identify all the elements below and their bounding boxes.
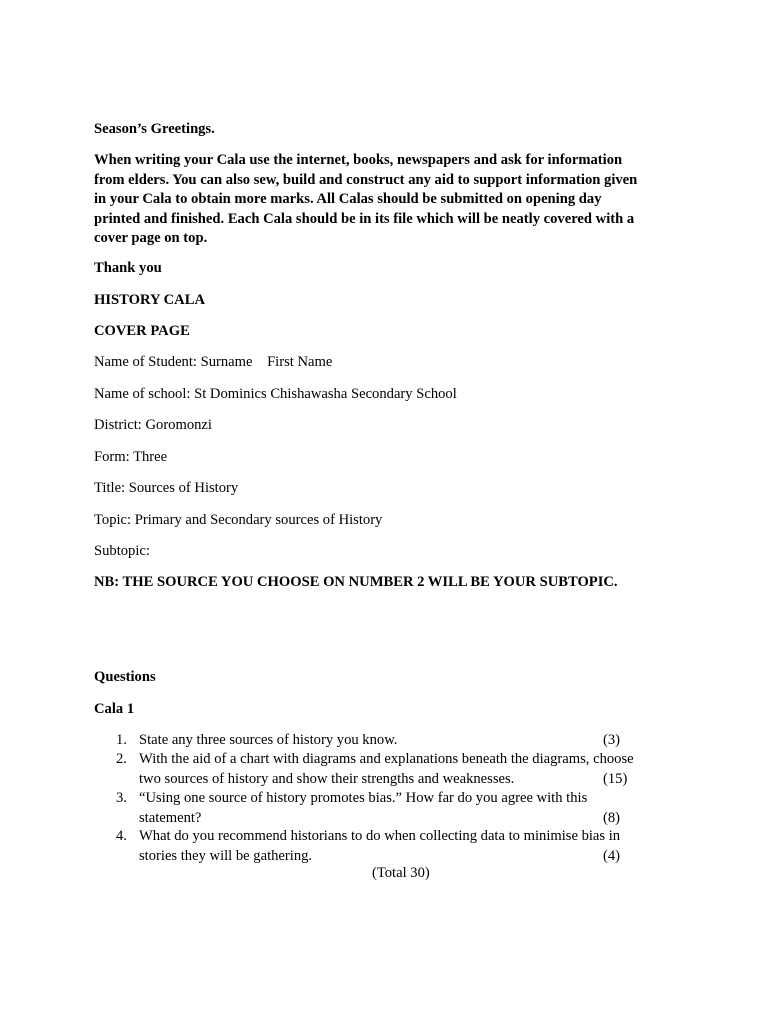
field-subtopic: Subtopic: — [94, 543, 150, 559]
instructions-line: cover page on top. — [94, 230, 208, 246]
question-text: stories they will be gathering. — [139, 847, 313, 864]
question-item — [116, 750, 676, 789]
instructions-line: in your Cala to obtain more marks. All Calas should be submitted on opening day — [94, 191, 602, 207]
question-marks: (3) — [603, 732, 621, 748]
question-item — [116, 789, 676, 828]
field-student-name: Name of Student: Surname First Name — [94, 354, 333, 370]
question-marks: (8) — [603, 809, 621, 826]
question-text-row — [139, 770, 676, 790]
heading-cover-page: COVER PAGE — [94, 323, 190, 339]
cala-heading: Cala 1 — [94, 701, 135, 717]
heading-history-cala: HISTORY CALA — [94, 292, 205, 308]
thank-you: Thank you — [94, 260, 162, 276]
field-form: Form: Three — [94, 449, 168, 465]
question-text: two sources of history and show their strengths and weaknesses. — [139, 770, 515, 787]
question-text-row — [139, 809, 676, 829]
question-text-row — [139, 731, 676, 751]
question-text-row — [139, 827, 676, 847]
question-marks: (4) — [603, 847, 621, 864]
total-marks: (Total 30) — [372, 865, 430, 881]
greeting: Season’s Greetings. — [94, 121, 215, 137]
question-number: 2. — [116, 751, 127, 767]
instructions-line: When writing your Cala use the internet, books, newspapers and ask for information — [94, 152, 623, 168]
instructions-paragraph — [94, 151, 684, 249]
question-item — [116, 731, 676, 751]
question-number: 1. — [116, 732, 127, 748]
question-number: 3. — [116, 790, 127, 806]
question-text: State any three sources of history you know. — [139, 732, 398, 748]
question-number: 4. — [116, 828, 127, 844]
question-item — [116, 827, 676, 866]
question-text: statement? — [139, 809, 202, 826]
question-marks: (15) — [603, 770, 628, 787]
question-text: What do you recommend historians to do when collecting data to minimise bias in — [139, 828, 621, 844]
field-title: Title: Sources of History — [94, 480, 239, 496]
question-text-row — [139, 789, 676, 809]
question-text: “Using one source of history promotes bias.” How far do you agree with this — [139, 790, 588, 806]
subtopic-note: NB: THE SOURCE YOU CHOOSE ON NUMBER 2 WILL BE YOUR SUBTOPIC. — [94, 574, 618, 590]
instructions-line: printed and finished. Each Cala should be in its file which will be neatly covered with a — [94, 210, 635, 227]
questions-heading: Questions — [94, 669, 156, 685]
instructions-line: from elders. You can also sew, build and construct any aid to support information given — [94, 171, 638, 188]
field-topic: Topic: Primary and Secondary sources of History — [94, 512, 383, 528]
field-school-name: Name of school: St Dominics Chishawasha Secondary School — [94, 386, 457, 402]
field-district: District: Goromonzi — [94, 417, 212, 433]
question-text: With the aid of a chart with diagrams and explanations beneath the diagrams, choose — [139, 751, 634, 767]
question-text-row — [139, 750, 676, 770]
